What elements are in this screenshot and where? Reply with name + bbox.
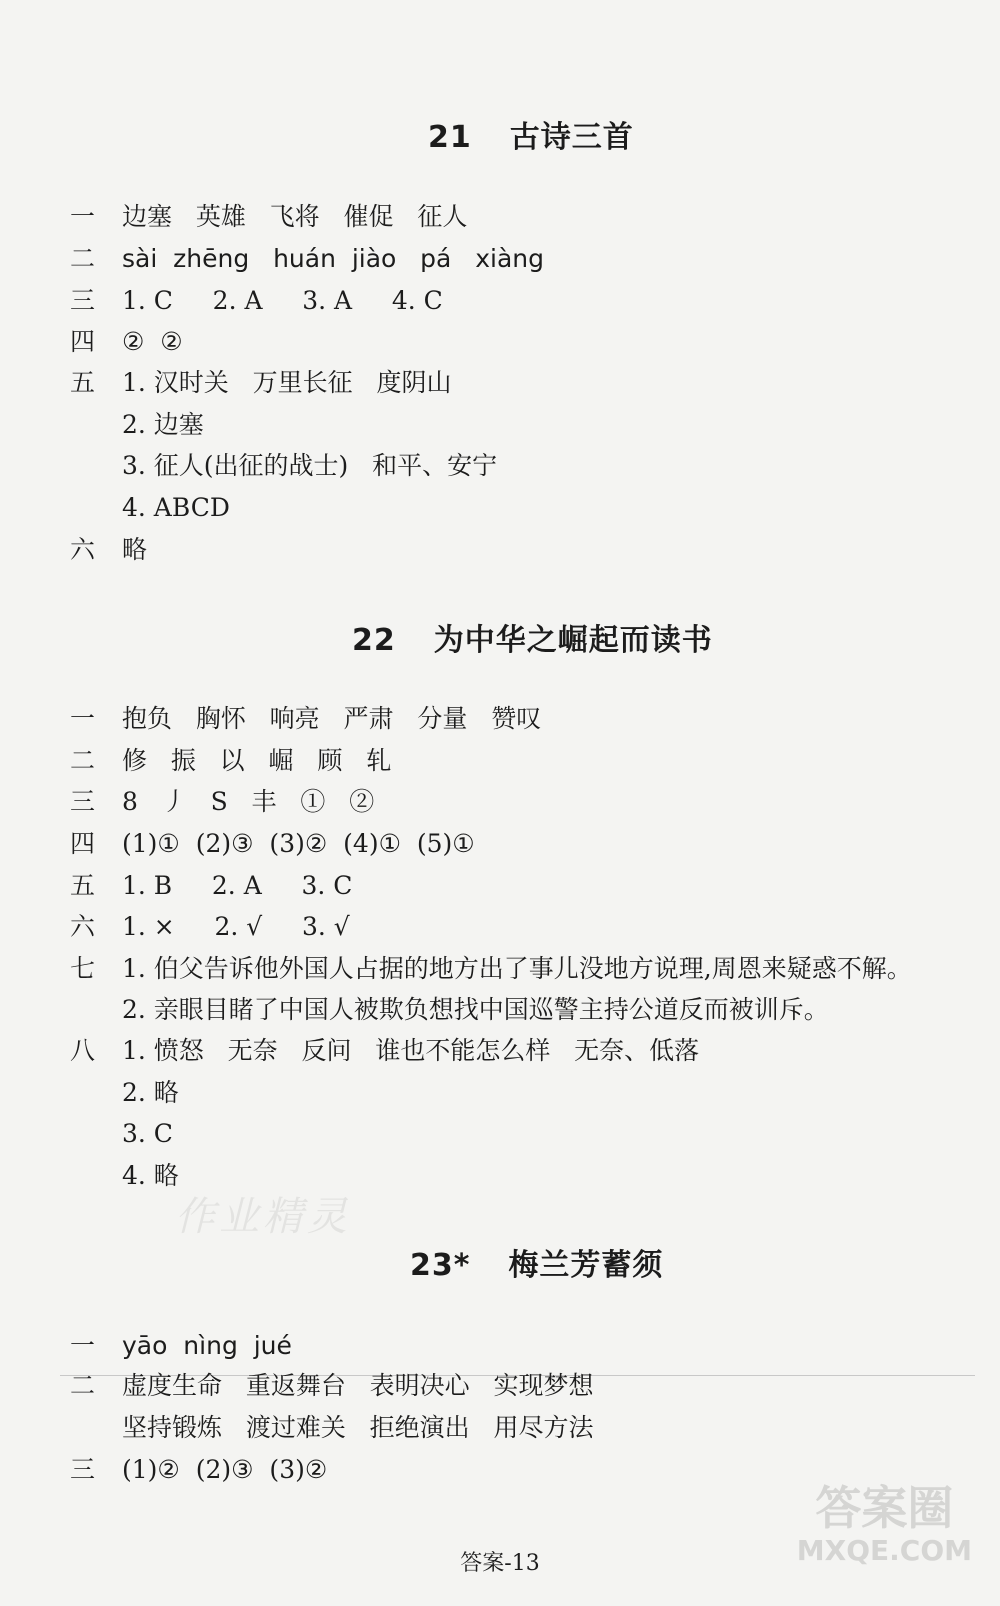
answer-content: 1. × 2. √ 3. √ (122, 912, 350, 941)
question-label: 三 (70, 1455, 96, 1484)
question-label: 五 (70, 871, 96, 900)
answer-row (122, 991, 829, 1029)
answer-content: 3. C (122, 1119, 173, 1148)
answer-row (70, 867, 352, 905)
answer-content: 1. B 2. A 3. C (122, 871, 353, 900)
answer-row (70, 364, 451, 402)
answer-content: 1. C 2. A 3. A 4. C (122, 286, 443, 315)
question-label: 八 (70, 1036, 96, 1065)
answer-row (70, 282, 443, 320)
logo-text: 答案圈 (815, 1481, 954, 1535)
answer-row (70, 700, 541, 738)
question-label: 三 (70, 286, 96, 315)
answer-content: 1. 愤怒 无奈 反问 谁也不能怎么样 无奈、低落 (122, 1036, 700, 1065)
answer-row (70, 1327, 292, 1365)
answer-row (122, 1074, 179, 1112)
answer-content: 3. 征人(出征的战士) 和平、安宁 (122, 451, 498, 480)
answer-row (70, 198, 467, 236)
site-logo (796, 1481, 972, 1567)
answer-content: 抱负 胸怀 响亮 严肃 分量 赞叹 (122, 704, 542, 733)
answer-row (70, 908, 350, 946)
section-title-22 (0, 615, 1000, 659)
answer-row (70, 783, 374, 821)
question-label: 一 (70, 202, 96, 231)
answer-row (122, 1409, 594, 1447)
answer-content: yāo nìng jué (122, 1331, 292, 1360)
question-label: 七 (70, 954, 96, 983)
question-label: 六 (70, 912, 96, 941)
answer-content: 2. 边塞 (122, 410, 204, 439)
section-number: 21 (428, 120, 472, 155)
question-label: 六 (70, 535, 96, 564)
question-label: 二 (70, 746, 96, 775)
answer-row (122, 406, 204, 444)
question-label: 五 (70, 368, 96, 397)
answer-content: ② ② (122, 327, 183, 356)
answer-row (122, 447, 497, 485)
answer-row (122, 1157, 179, 1195)
answer-content: 1. 汉时关 万里长征 度阴山 (122, 368, 452, 397)
answer-content: 修 振 以 崛 顾 轧 (122, 746, 392, 775)
answer-content: (1)① (2)③ (3)② (4)① (5)① (122, 829, 475, 858)
section-name: 古诗三首 (509, 120, 634, 155)
page-footer: 答案-13 (460, 1551, 540, 1576)
answer-row (70, 323, 183, 361)
answer-row (70, 240, 544, 278)
answer-content: 2. 略 (122, 1078, 179, 1107)
answer-row (122, 489, 230, 527)
answer-row (70, 1032, 699, 1070)
answer-row (122, 1115, 173, 1153)
section-title-23 (0, 1240, 1000, 1284)
answer-content: 4. ABCD (122, 493, 230, 522)
answer-row (70, 1451, 327, 1489)
question-label: 一 (70, 1331, 96, 1360)
section-number: 22 (352, 623, 396, 658)
question-label: 四 (70, 829, 96, 858)
answer-row (70, 742, 391, 780)
section-title-21 (0, 112, 1000, 156)
answer-content: 2. 亲眼目睹了中国人被欺负想找中国巡警主持公道反而被训斥。 (122, 995, 829, 1024)
answer-content: 虚度生命 重返舞台 表明决心 实现梦想 (122, 1371, 594, 1400)
answer-content: 边塞 英雄 飞将 催促 征人 (122, 202, 468, 231)
answer-content: sài zhēng huán jiào pá xiàng (122, 244, 544, 273)
answer-content: (1)② (2)③ (3)② (122, 1455, 328, 1484)
answer-content: 8 丿 S 丰 ① ② (122, 787, 375, 816)
logo-url: MXQE.COM (796, 1534, 972, 1567)
question-label: 三 (70, 787, 96, 816)
question-label: 一 (70, 704, 96, 733)
answer-content: 坚持锻炼 渡过难关 拒绝演出 用尽方法 (122, 1413, 594, 1442)
answer-content: 1. 伯父告诉他外国人占据的地方出了事儿没地方说理,周恩来疑惑不解。 (122, 954, 912, 983)
question-label: 二 (70, 1371, 96, 1400)
question-label: 四 (70, 327, 96, 356)
watermark: 作业精灵 (175, 1194, 351, 1240)
answer-row (70, 1367, 594, 1405)
answer-row (70, 825, 475, 863)
section-name: 梅兰芳蓄须 (508, 1248, 664, 1283)
answer-row (70, 950, 912, 988)
answer-row (70, 531, 147, 569)
section-name: 为中华之崛起而读书 (433, 623, 713, 658)
section-number: 23* (410, 1248, 471, 1283)
answer-content: 4. 略 (122, 1161, 179, 1190)
question-label: 二 (70, 244, 96, 273)
answer-content: 略 (122, 535, 148, 564)
